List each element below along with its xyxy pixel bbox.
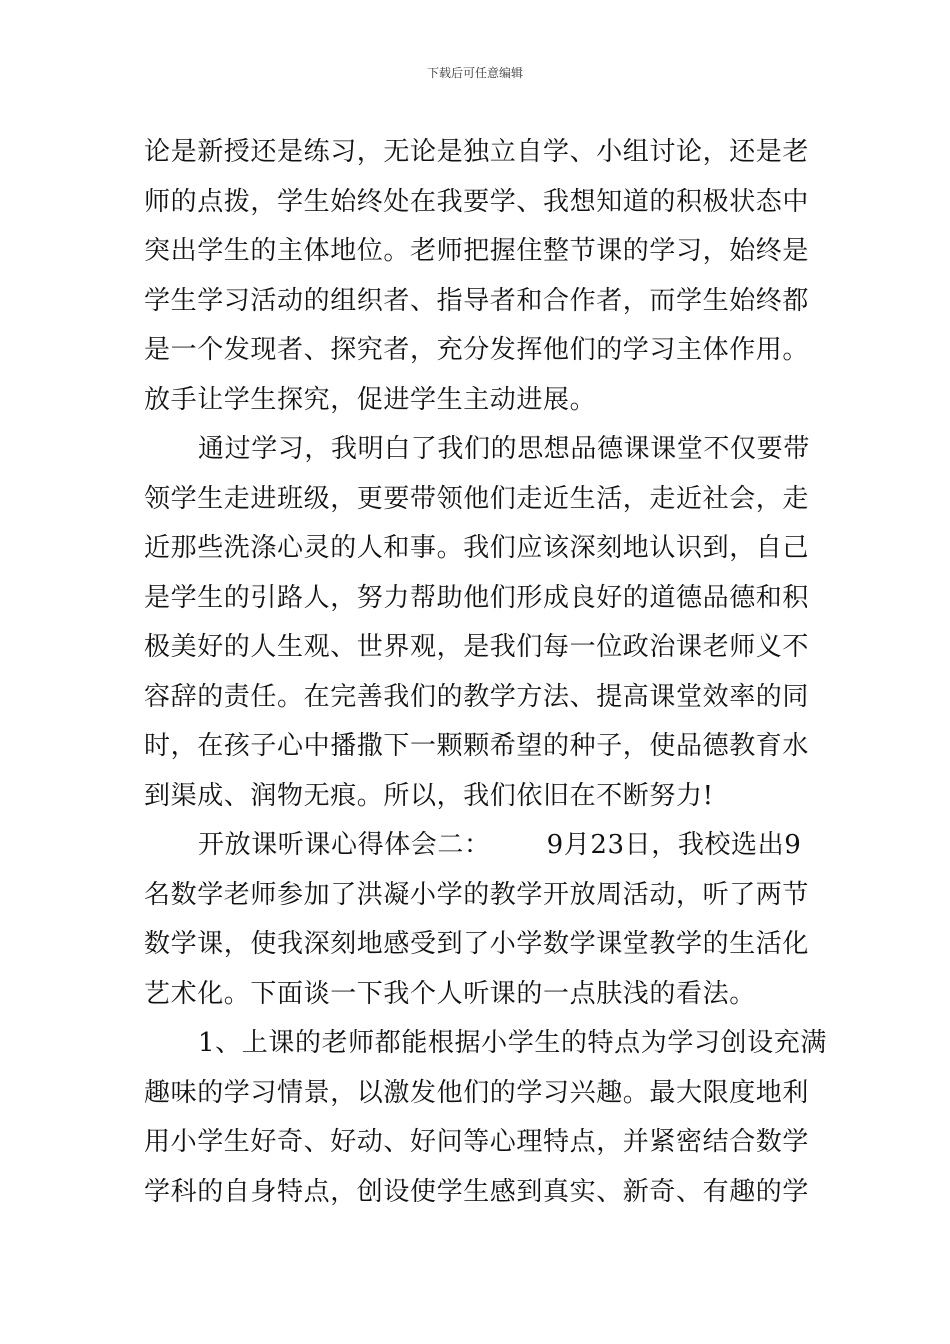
text-line: 放手让学生探究，促进学生主动进展。 — [144, 384, 597, 415]
text-line: 时，在孩子心中播撒下一颗颗希望的种子，使品德教育水 — [144, 731, 810, 761]
paragraph-4 — [144, 1019, 827, 1217]
text-line: 论是新授还是练习，无论是独立自学、小组讨论，还是老 — [144, 137, 810, 167]
text-line: 突出学生的主体地位。老师把握住整节课的学习，始终是 — [144, 236, 810, 266]
paragraph-3 — [144, 821, 814, 1019]
text-line — [144, 821, 814, 871]
text-line: 是一个发现者、探究者，充分发挥他们的学习主体作用。 — [144, 335, 810, 365]
section-heading: 开放课听课心得体会二： — [198, 830, 491, 860]
text-line: 师的点拨，学生始终处在我要学、我想知道的积极状态中 — [144, 186, 810, 217]
text-line: 极美好的人生观、世界观，是我们每一位政治课老师义不 — [144, 632, 810, 662]
paragraph-2 — [144, 425, 814, 821]
text-line: 名数学老师参加了洪凝小学的教学开放周活动，听了两节 — [144, 879, 810, 910]
page-header: 下载后可任意编辑 — [426, 66, 523, 80]
text-line: 容辞的责任。在完善我们的教学方法、提高课堂效率的同 — [144, 681, 810, 712]
text-line: 近那些洗涤心灵的人和事。我们应该深刻地认识到，自己 — [144, 533, 810, 563]
text-line: 是学生的引路人，努力帮助他们形成良好的道德品德和积 — [144, 582, 810, 613]
text-line: 艺术化。下面谈一下我个人听课的一点肤浅的看法。 — [144, 978, 756, 1009]
document-body — [144, 128, 827, 1217]
text-segment: 9月23日，我校选出9 — [546, 830, 802, 860]
text-line: 到渠成、润物无痕。所以，我们依旧在不断努力! — [144, 780, 714, 811]
text-line: 趣味的学习情景，以激发他们的学习兴趣。最大限度地利 — [144, 1077, 810, 1108]
text-line: 数学课，使我深刻地感受到了小学数学课堂教学的生活化 — [144, 929, 810, 959]
text-line: 通过学习，我明白了我们的思想品德课课堂不仅要带 — [198, 434, 810, 464]
paragraph-1 — [144, 128, 814, 425]
text-line: 1、上课的老师都能根据小学生的特点为学习创设充满 — [198, 1028, 827, 1058]
text-line: 用小学生好奇、好动、好问等心理特点，并紧密结合数学 — [144, 1127, 810, 1157]
text-line: 领学生走进班级，更要带领他们走近生活，走近社会，走 — [144, 483, 810, 514]
text-line: 学生学习活动的组织者、指导者和合作者，而学生始终都 — [144, 285, 810, 316]
text-line: 学科的自身特点，创设使学生感到真实、新奇、有趣的学 — [144, 1176, 810, 1207]
